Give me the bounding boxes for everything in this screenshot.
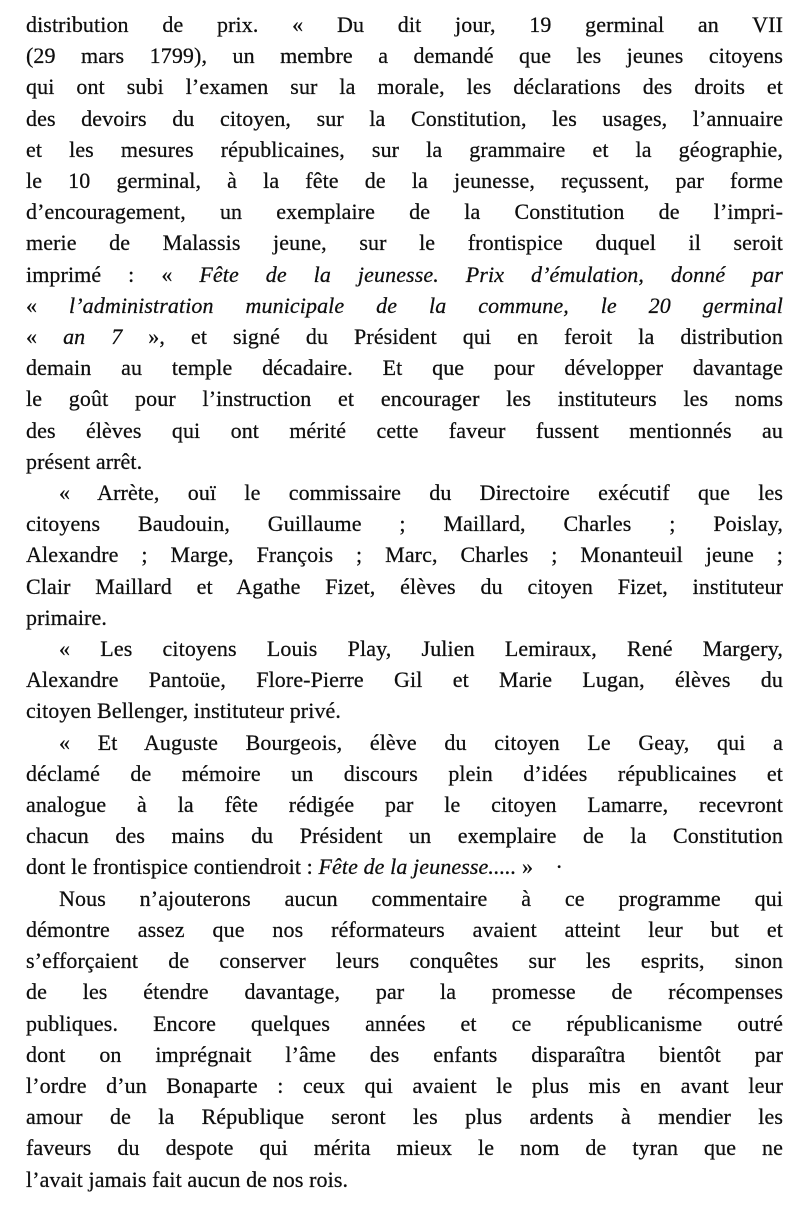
text-run: dont le frontispice contiendroit : xyxy=(26,854,319,880)
text-run: merie de Malassis jeune, sur le frontispice duquel il seroit xyxy=(26,230,783,256)
text-line xyxy=(26,477,783,508)
text-run: « xyxy=(26,324,64,350)
text-run: demain au temple décadaire. Et que pour développer davantage xyxy=(26,355,783,381)
text-run: Alexandre Pantoüe, Flore-Pierre Gil et Marie Lugan, élèves du xyxy=(26,667,783,693)
text-line xyxy=(26,602,783,633)
text-line xyxy=(26,9,783,40)
text-run: d’encouragement, un exemplaire de la Constitution de l’impri- xyxy=(26,199,783,225)
text-line xyxy=(26,40,783,71)
text-run: « Et Auguste Bourgeois, élève du citoyen Le Geay, qui a xyxy=(59,729,783,755)
text-line xyxy=(26,227,783,258)
text-line xyxy=(26,758,783,789)
paragraph xyxy=(26,633,783,727)
text-run: et les mesures républicaines, sur la grammaire et la géographie, xyxy=(26,136,783,162)
text-line xyxy=(26,664,783,695)
text-run: l’ordre d’un Bonaparte : ceux qui avaient le plus mis en avant leur xyxy=(26,1072,783,1098)
text-run: l’avait jamais fait aucun de nos rois. xyxy=(26,1166,349,1192)
text-line xyxy=(26,196,783,227)
text-run: présent arrêt. xyxy=(26,448,143,474)
text-line xyxy=(26,695,783,726)
text-line xyxy=(26,789,783,820)
text-line xyxy=(26,165,783,196)
text-line xyxy=(26,352,783,383)
text-run: « xyxy=(26,292,69,318)
text-run: Nous n’ajouterons aucun commentaire à ce programme qui xyxy=(59,885,783,911)
text-line xyxy=(26,727,783,758)
text-run: (29 mars 1799), un membre a demandé que les jeunes citoyens xyxy=(26,43,783,69)
text-run: Alexandre ; Marge, François ; Marc, Charles ; Monanteuil jeune ; xyxy=(26,542,783,568)
text-line xyxy=(26,508,783,539)
text-run: démontre assez que nos réformateurs avaient atteint leur but et xyxy=(26,916,783,942)
text-line xyxy=(26,290,783,321)
text-run: déclamé de mémoire un discours plein d’idées républicaines et xyxy=(26,760,783,786)
text-run: citoyens Baudouin, Guillaume ; Maillard, Charles ; Poislay, xyxy=(26,511,783,537)
text-line xyxy=(26,71,783,102)
text-run: qui ont subi l’examen sur la morale, les déclarations des droits et xyxy=(26,74,783,100)
text-run: » · xyxy=(516,854,563,880)
text-run: le goût pour l’instruction et encourager les instituteurs les noms xyxy=(26,386,783,412)
text-run: primaire. xyxy=(26,604,107,630)
text-run: le 10 germinal, à la fête de la jeunesse, reçussent, par forme xyxy=(26,168,783,194)
text-run: Clair Maillard et Agathe Fizet, élèves du citoyen Fizet, instituteur xyxy=(26,573,783,599)
text-run: de les étendre davantage, par la promesse de récompenses xyxy=(26,979,783,1005)
text-line xyxy=(26,1132,783,1163)
text-run: « Arrète, ouï le commissaire du Directoire exécutif que les xyxy=(59,480,783,506)
paragraph xyxy=(26,477,783,633)
text-line xyxy=(26,851,783,882)
text-line xyxy=(26,383,783,414)
italic-text-run: an 7 xyxy=(63,324,123,350)
text-run: faveurs du despote qui mérita mieux le nom de tyran que ne xyxy=(26,1135,783,1161)
text-line xyxy=(26,259,783,290)
text-line xyxy=(26,539,783,570)
text-line xyxy=(26,571,783,602)
page-text xyxy=(26,9,783,1195)
text-line xyxy=(26,820,783,851)
text-run: imprimé : « xyxy=(26,261,200,287)
text-line xyxy=(26,1164,783,1195)
text-run: », et signé du Président qui en feroit la distribution xyxy=(122,324,783,350)
text-line xyxy=(26,103,783,134)
text-line xyxy=(26,914,783,945)
text-run: des devoirs du citoyen, sur la Constitution, les usages, l’annuaire xyxy=(26,105,783,131)
italic-text-run: l’administration municipale de la commune, le 20 germinal xyxy=(69,292,783,318)
text-line xyxy=(26,976,783,1007)
italic-text-run: Fête de la jeunesse. Prix d’émulation, donné par xyxy=(199,261,783,287)
text-run: s’efforçaient de conserver leurs conquêtes sur les esprits, sinon xyxy=(26,948,783,974)
paragraph xyxy=(26,883,783,1195)
text-line xyxy=(26,446,783,477)
text-run: distribution de prix. « Du dit jour, 19 germinal an VII xyxy=(26,12,783,37)
text-line xyxy=(26,134,783,165)
text-run: « Les citoyens Louis Play, Julien Lemiraux, René Margery, xyxy=(59,636,783,662)
text-line xyxy=(26,633,783,664)
text-line xyxy=(26,1008,783,1039)
paragraph xyxy=(26,727,783,883)
text-line xyxy=(26,321,783,352)
text-run: citoyen Bellenger, instituteur privé. xyxy=(26,698,342,724)
paragraph xyxy=(26,9,783,477)
text-run: dont on imprégnait l’âme des enfants disparaîtra bientôt par xyxy=(26,1041,783,1067)
text-line xyxy=(26,415,783,446)
text-line xyxy=(26,883,783,914)
text-run: publiques. Encore quelques années et ce républicanisme outré xyxy=(26,1010,783,1036)
text-line xyxy=(26,945,783,976)
text-line xyxy=(26,1039,783,1070)
text-line xyxy=(26,1101,783,1132)
text-run: analogue à la fête rédigée par le citoyen Lamarre, recevront xyxy=(26,792,783,818)
italic-text-run: Fête de la jeunesse..... xyxy=(318,854,517,880)
text-run: amour de la République seront les plus ardents à mendier les xyxy=(26,1104,783,1130)
text-run: chacun des mains du Président un exemplaire de la Constitution xyxy=(26,823,783,849)
text-line xyxy=(26,1070,783,1101)
text-run: des élèves qui ont mérité cette faveur fussent mentionnés au xyxy=(26,417,783,443)
